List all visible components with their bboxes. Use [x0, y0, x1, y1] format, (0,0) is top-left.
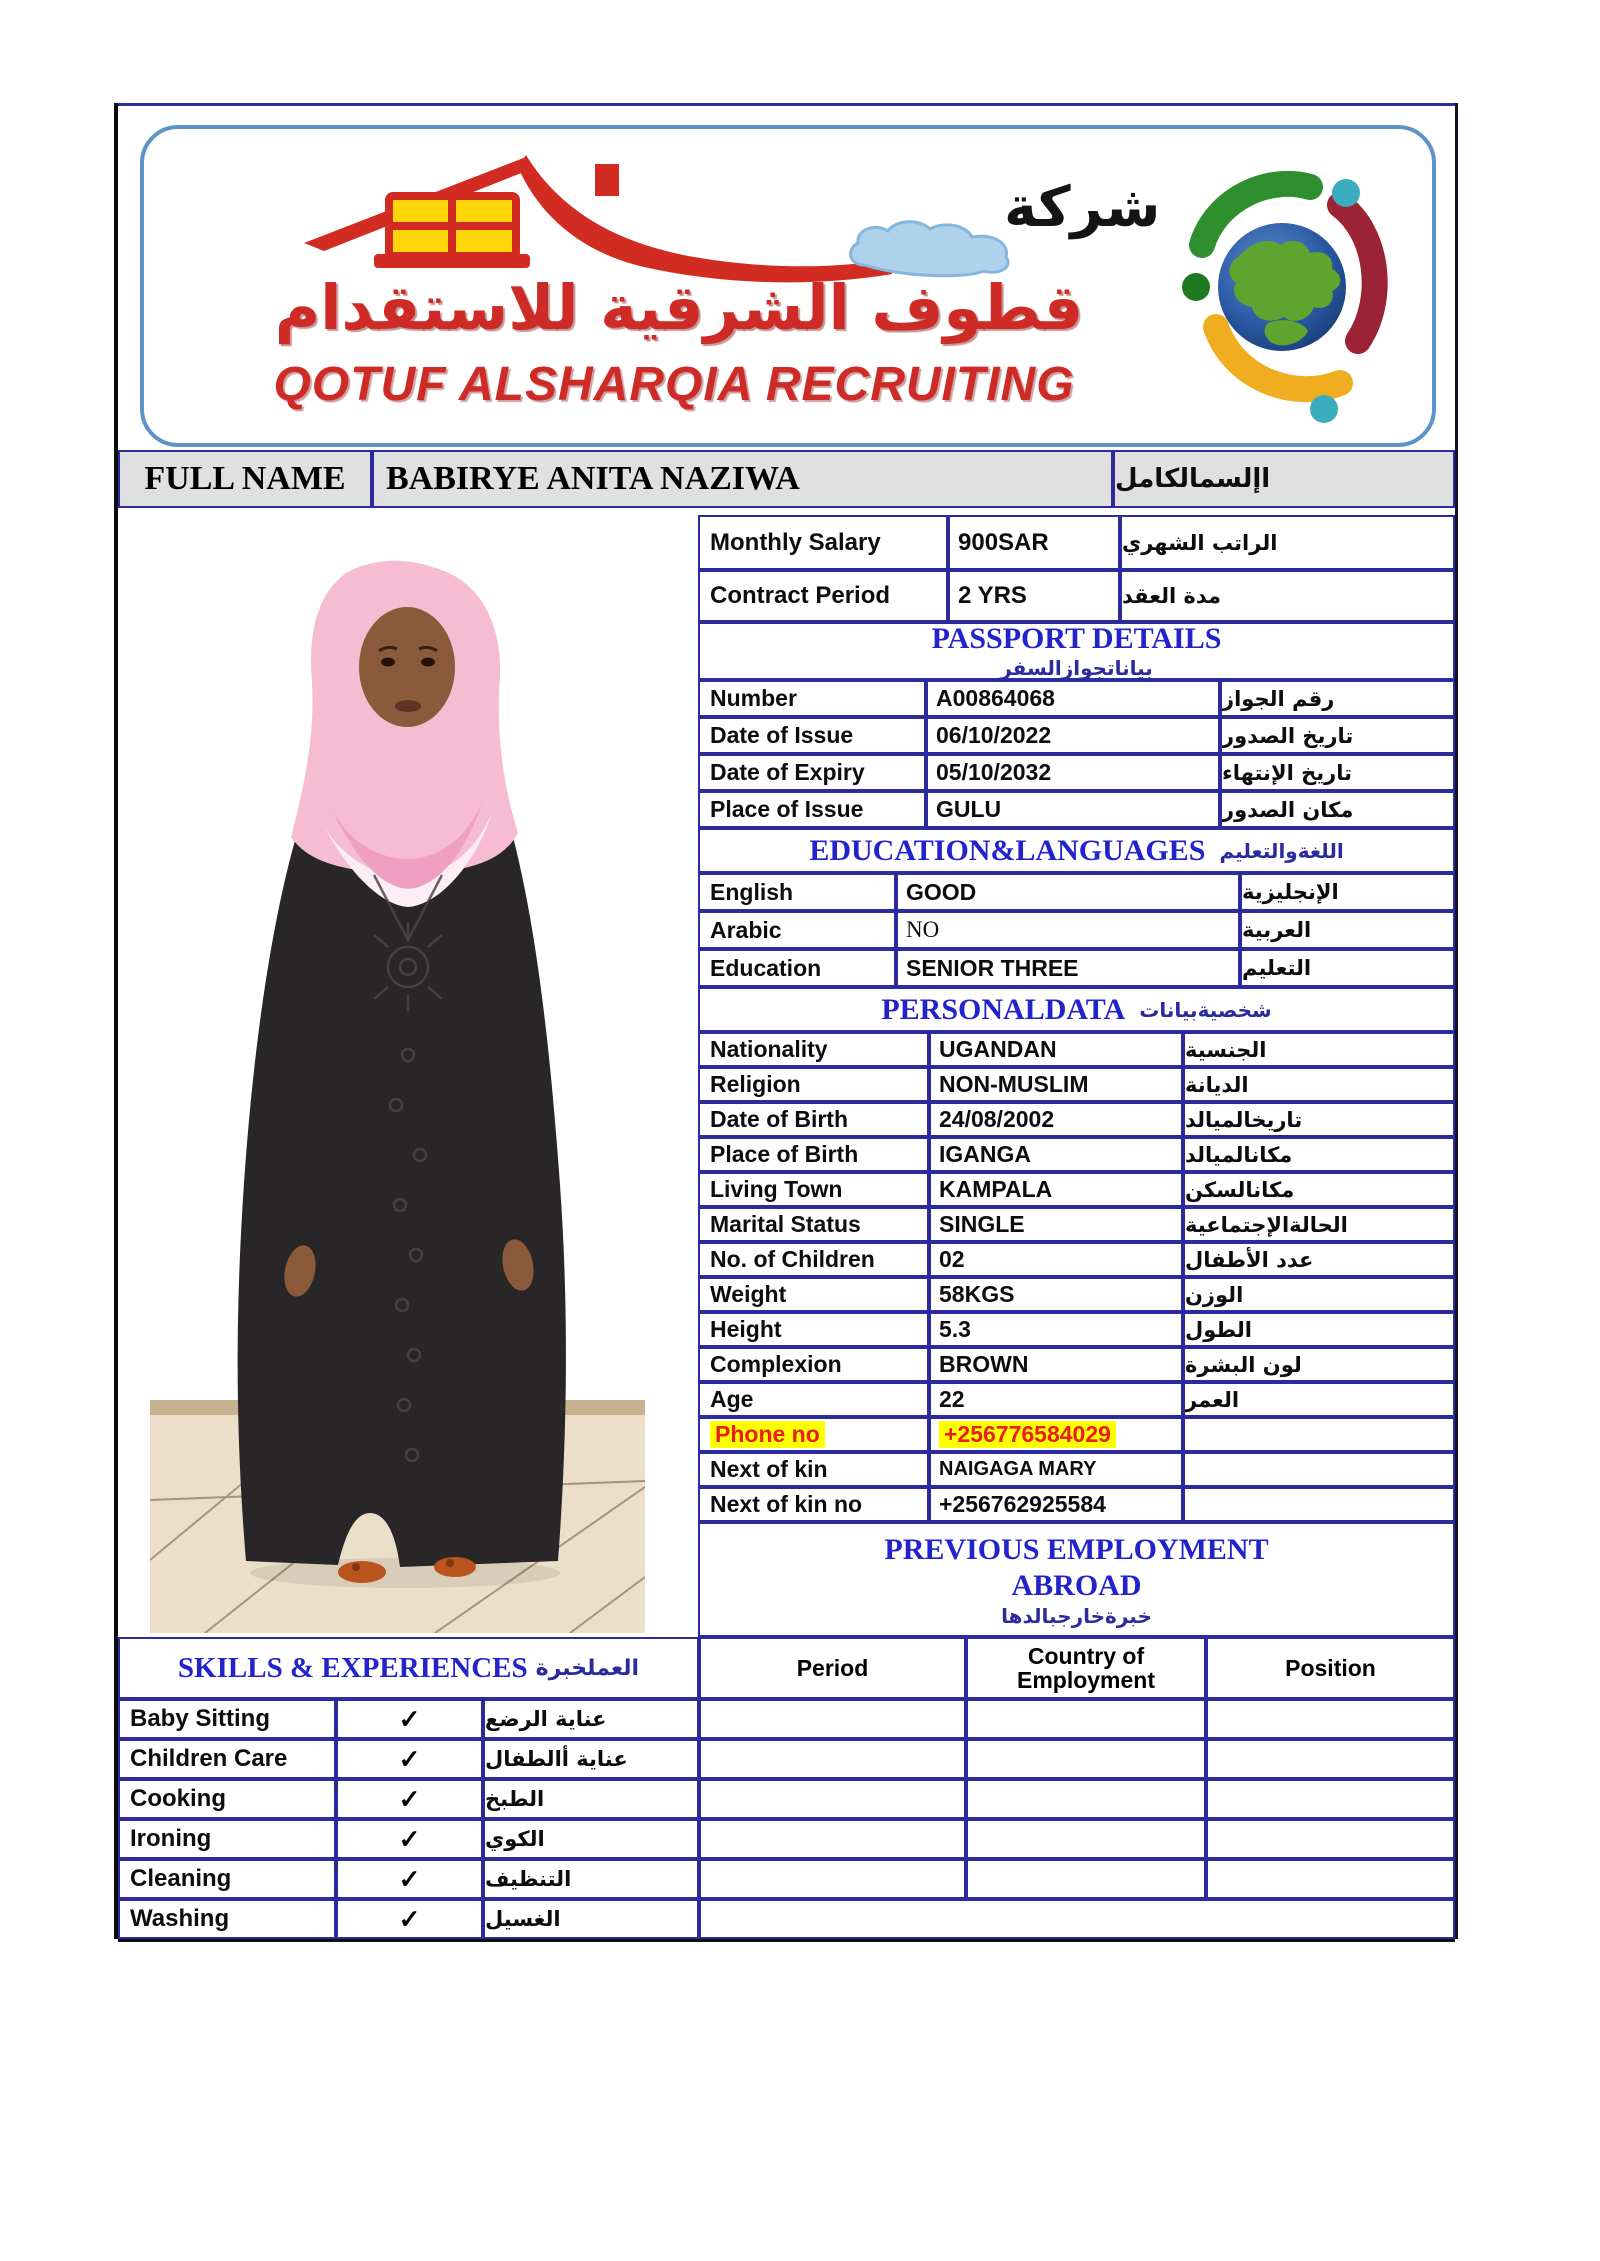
passport-number-row	[698, 680, 1455, 717]
employment-country-cell	[966, 1859, 1206, 1899]
children-label: No. of Children	[698, 1242, 929, 1277]
skills-title-arabic: العملخبرة	[535, 1655, 640, 1681]
employment-country-cell	[966, 1739, 1206, 1779]
monthly-salary-row	[698, 515, 1455, 570]
next-of-kin-label: Next of kin	[698, 1452, 929, 1487]
english-label: English	[698, 873, 896, 911]
globe-people-icon	[1172, 141, 1404, 437]
skill-cooking-check: ✓	[336, 1779, 483, 1819]
date-of-birth-arabic: تاريخالميالد	[1183, 1102, 1455, 1137]
children-row	[698, 1242, 1455, 1277]
passport-number-label: Number	[698, 680, 926, 717]
height-label: Height	[698, 1312, 929, 1347]
date-of-issue-value: 06/10/2022	[926, 717, 1220, 754]
education-section-title-arabic: اللغةوالتعليم	[1219, 838, 1344, 863]
living-town-arabic: مكانالسكن	[1183, 1172, 1455, 1207]
date-of-birth-row	[698, 1102, 1455, 1137]
next-of-kin-no-label: Next of kin no	[698, 1487, 929, 1522]
english-arabic: الإنجليزية	[1240, 873, 1455, 911]
employment-merged-cell	[699, 1899, 1455, 1939]
employment-country-cell	[966, 1699, 1206, 1739]
passport-section-title-arabic: بياناتجوازالسفر	[1000, 656, 1153, 680]
personal-data-title-arabic: شخصيةبيانات	[1139, 997, 1272, 1022]
passport-number-arabic: رقم الجواز	[1220, 680, 1455, 717]
place-of-birth-arabic: مكانالميالد	[1183, 1137, 1455, 1172]
full-name-label-arabic: اإلسمالكامل	[1113, 450, 1455, 508]
skill-baby-sitting-label: Baby Sitting	[118, 1699, 336, 1739]
phone-label	[698, 1417, 929, 1452]
date-of-expiry-arabic: تاريخ الإنتهاء	[1220, 754, 1455, 791]
weight-value: 58KGS	[929, 1277, 1183, 1312]
next-of-kin-no-value: +256762925584	[929, 1487, 1183, 1522]
date-of-expiry-label: Date of Expiry	[698, 754, 926, 791]
religion-arabic: الديانة	[1183, 1067, 1455, 1102]
company-name-arabic-word: شركة	[1004, 175, 1161, 240]
living-town-value: KAMPALA	[929, 1172, 1183, 1207]
contract-period-arabic: مدة العقد	[1120, 570, 1455, 622]
employment-position-cell	[1206, 1859, 1455, 1899]
skill-washing-label: Washing	[118, 1899, 336, 1939]
next-of-kin-arabic-empty	[1183, 1452, 1455, 1487]
height-arabic: الطول	[1183, 1312, 1455, 1347]
place-of-birth-value: IGANGA	[929, 1137, 1183, 1172]
marital-status-arabic: الحالةالإجتماعية	[1183, 1207, 1455, 1242]
nationality-label: Nationality	[698, 1032, 929, 1067]
next-of-kin-no-arabic-empty	[1183, 1487, 1455, 1522]
education-section-title: EDUCATION&LANGUAGES	[809, 833, 1206, 867]
contract-period-label: Contract Period	[698, 570, 948, 622]
place-of-issue-value: GULU	[926, 791, 1220, 828]
place-of-issue-label: Place of Issue	[698, 791, 926, 828]
personal-data-title: PERSONALDATA	[881, 992, 1126, 1026]
employment-position-cell	[1206, 1779, 1455, 1819]
date-of-birth-value: 24/08/2002	[929, 1102, 1183, 1137]
marital-status-label: Marital Status	[698, 1207, 929, 1242]
previous-employment-title-line2: ABROAD	[1011, 1568, 1142, 1602]
skill-cleaning-check: ✓	[336, 1859, 483, 1899]
next-of-kin-no-row	[698, 1487, 1455, 1522]
phone-value	[929, 1417, 1183, 1452]
employment-period-cell	[699, 1779, 966, 1819]
nationality-row	[698, 1032, 1455, 1067]
passport-section-title: PASSPORT DETAILS	[931, 622, 1222, 655]
monthly-salary-value: 900SAR	[948, 515, 1120, 570]
marital-status-row	[698, 1207, 1455, 1242]
education-label: Education	[698, 949, 896, 987]
details-column	[698, 515, 1455, 1637]
complexion-arabic: لون البشرة	[1183, 1347, 1455, 1382]
skill-baby-sitting-arabic: عناية الرضع	[483, 1699, 699, 1739]
skill-cleaning-arabic: التنظيف	[483, 1859, 699, 1899]
complexion-row	[698, 1347, 1455, 1382]
house-roof-icon	[294, 151, 894, 286]
complexion-label: Complexion	[698, 1347, 929, 1382]
candidate-photo-illustration	[150, 515, 645, 1633]
living-town-label: Living Town	[698, 1172, 929, 1207]
age-value: 22	[929, 1382, 1183, 1417]
education-section-header	[698, 828, 1455, 873]
marital-status-value: SINGLE	[929, 1207, 1183, 1242]
next-of-kin-value: NAIGAGA MARY	[929, 1452, 1183, 1487]
passport-number-value: A00864068	[926, 680, 1220, 717]
skill-ironing-check: ✓	[336, 1819, 483, 1859]
date-of-issue-row	[698, 717, 1455, 754]
monthly-salary-arabic: الراتب الشهري	[1120, 515, 1455, 570]
phone-value-highlight: +256776584029	[939, 1421, 1116, 1448]
height-row	[698, 1312, 1455, 1347]
skill-ironing-arabic: الكوي	[483, 1819, 699, 1859]
weight-arabic: الوزن	[1183, 1277, 1455, 1312]
skills-section-header	[118, 1637, 699, 1699]
arabic-value: NO	[896, 911, 1240, 949]
employment-position-cell	[1206, 1699, 1455, 1739]
living-town-row	[698, 1172, 1455, 1207]
company-name-english: QOTUF ALSHARQIA RECRUITING	[273, 358, 1075, 411]
employment-period-cell	[699, 1739, 966, 1779]
company-header	[140, 125, 1436, 447]
page-frame-right-border	[1455, 103, 1458, 1939]
contract-period-row	[698, 570, 1455, 622]
previous-employment-header	[698, 1522, 1455, 1637]
place-of-birth-row	[698, 1137, 1455, 1172]
employment-period-cell	[699, 1819, 966, 1859]
skill-washing-check: ✓	[336, 1899, 483, 1939]
full-name-value: BABIRYE ANITA NAZIWA	[372, 450, 1113, 508]
skill-baby-sitting-check: ✓	[336, 1699, 483, 1739]
next-of-kin-row	[698, 1452, 1455, 1487]
religion-value: NON-MUSLIM	[929, 1067, 1183, 1102]
nationality-value: UGANDAN	[929, 1032, 1183, 1067]
employment-col-country: Country of Employment	[966, 1637, 1206, 1699]
skills-title: SKILLS & EXPERIENCES	[177, 1651, 528, 1684]
place-of-issue-arabic: مكان الصدور	[1220, 791, 1455, 828]
date-of-expiry-row	[698, 754, 1455, 791]
personal-data-section-header	[698, 987, 1455, 1032]
phone-row	[698, 1417, 1455, 1452]
date-of-issue-arabic: تاريخ الصدور	[1220, 717, 1455, 754]
employment-country-cell	[966, 1779, 1206, 1819]
skill-children-care-label: Children Care	[118, 1739, 336, 1779]
religion-label: Religion	[698, 1067, 929, 1102]
children-value: 02	[929, 1242, 1183, 1277]
date-of-expiry-value: 05/10/2032	[926, 754, 1220, 791]
education-arabic: التعليم	[1240, 949, 1455, 987]
skill-children-care-check: ✓	[336, 1739, 483, 1779]
employment-period-cell	[699, 1699, 966, 1739]
employment-col-period: Period	[699, 1637, 966, 1699]
height-value: 5.3	[929, 1312, 1183, 1347]
education-value: SENIOR THREE	[896, 949, 1240, 987]
age-row	[698, 1382, 1455, 1417]
skill-cooking-label: Cooking	[118, 1779, 336, 1819]
employment-position-cell	[1206, 1739, 1455, 1779]
arabic-arabic: العربية	[1240, 911, 1455, 949]
place-of-birth-label: Place of Birth	[698, 1137, 929, 1172]
previous-employment-title-line1: PREVIOUS EMPLOYMENT	[884, 1532, 1269, 1566]
full-name-row	[118, 450, 1455, 508]
previous-employment-title-arabic: خبرةخارجبالدها	[1001, 1603, 1152, 1628]
religion-row	[698, 1067, 1455, 1102]
english-value: GOOD	[896, 873, 1240, 911]
employment-period-cell	[699, 1859, 966, 1899]
skills-and-employment-table	[118, 1637, 1455, 1942]
employment-position-cell	[1206, 1819, 1455, 1859]
children-arabic: عدد الأطفال	[1183, 1242, 1455, 1277]
page-frame-top-border	[114, 103, 1458, 106]
contract-period-value: 2 YRS	[948, 570, 1120, 622]
weight-row	[698, 1277, 1455, 1312]
nationality-arabic: الجنسية	[1183, 1032, 1455, 1067]
age-arabic: العمر	[1183, 1382, 1455, 1417]
skill-cleaning-label: Cleaning	[118, 1859, 336, 1899]
english-row	[698, 873, 1455, 911]
arabic-row	[698, 911, 1455, 949]
passport-section-header	[698, 622, 1455, 680]
monthly-salary-label: Monthly Salary	[698, 515, 948, 570]
skill-children-care-arabic: عناية أالطفال	[483, 1739, 699, 1779]
skill-cooking-arabic: الطبخ	[483, 1779, 699, 1819]
employment-country-cell	[966, 1819, 1206, 1859]
phone-arabic-empty	[1183, 1417, 1455, 1452]
company-name-arabic: قطوف الشرقية للاستقدام	[274, 271, 1084, 344]
skill-ironing-label: Ironing	[118, 1819, 336, 1859]
arabic-label: Arabic	[698, 911, 896, 949]
date-of-birth-label: Date of Birth	[698, 1102, 929, 1137]
skill-washing-arabic: الغسيل	[483, 1899, 699, 1939]
complexion-value: BROWN	[929, 1347, 1183, 1382]
weight-label: Weight	[698, 1277, 929, 1312]
education-row	[698, 949, 1455, 987]
cloud-icon	[844, 217, 1029, 279]
age-label: Age	[698, 1382, 929, 1417]
candidate-photo	[150, 515, 645, 1633]
employment-col-position: Position	[1206, 1637, 1455, 1699]
place-of-issue-row	[698, 791, 1455, 828]
phone-label-highlight: Phone no	[710, 1421, 825, 1448]
date-of-issue-label: Date of Issue	[698, 717, 926, 754]
full-name-label: FULL NAME	[118, 450, 372, 508]
